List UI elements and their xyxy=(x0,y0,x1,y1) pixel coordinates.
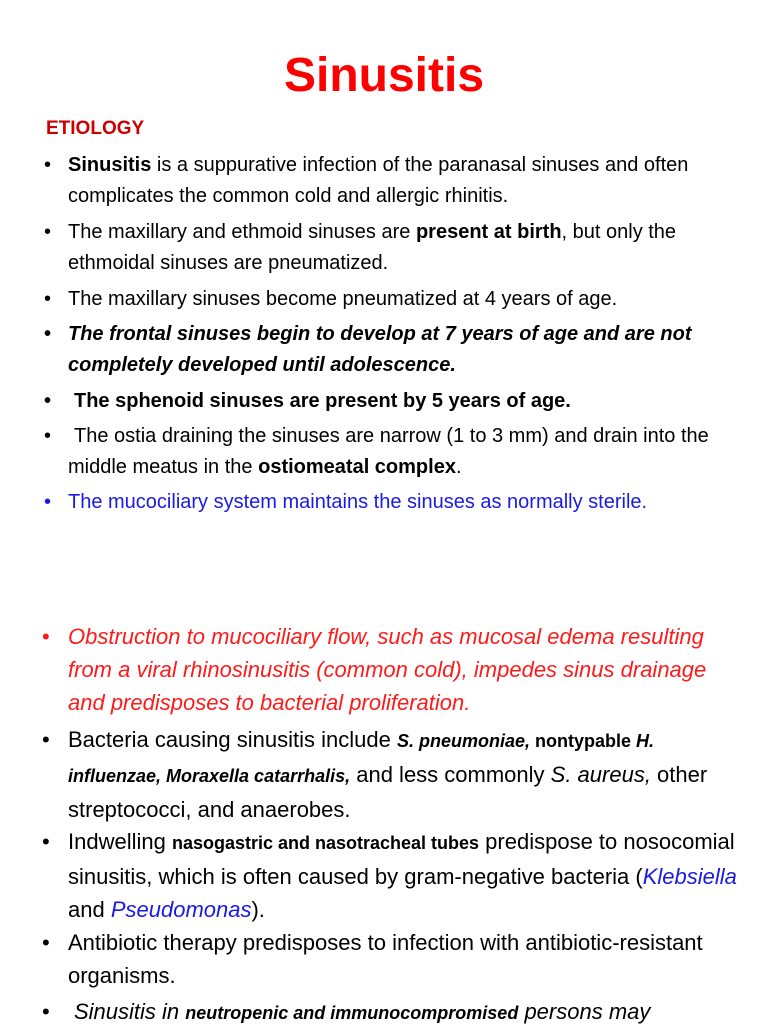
item-text-part: and less commonly xyxy=(350,762,551,787)
list-item xyxy=(44,150,748,212)
list-item xyxy=(44,217,748,279)
bullet-icon: • xyxy=(42,624,50,649)
item-text-part: Bacteria causing sinusitis include xyxy=(68,727,397,752)
emphasis: neutropenic and immunocompromised xyxy=(185,1003,519,1023)
item-text-part: The sphenoid sinuses are present by 5 years of age. xyxy=(74,390,571,412)
bullet-icon: • xyxy=(42,999,50,1024)
bullet-icon: • xyxy=(44,491,52,513)
bullet-icon: • xyxy=(42,930,50,955)
bullet-icon: • xyxy=(44,288,52,310)
list-item xyxy=(42,825,748,926)
item-text-part: and xyxy=(68,897,111,922)
organism: H. influenzae, Moraxella catarrhalis, xyxy=(68,731,654,786)
organism: S. aureus, xyxy=(550,762,651,787)
list-item xyxy=(42,995,748,1030)
emphasis: present at birth xyxy=(415,221,562,243)
organism: Klebsiella xyxy=(642,864,737,889)
item-text-part: The ostia draining the sinuses are narrow (1 to 3 mm) and drain into the middle meatus in the xyxy=(68,425,709,478)
term-sinusitis: Sinusitis xyxy=(68,154,152,176)
emphasis: nasogastric and nasotracheal tubes xyxy=(171,833,480,853)
item-text-part: Antibiotic therapy predisposes to infection with antibiotic-resistant organisms. xyxy=(68,930,703,988)
list-item xyxy=(42,620,748,719)
item-text-part: persons may xyxy=(518,999,651,1024)
bullet-icon: • xyxy=(42,829,50,854)
item-text-part: Indwelling xyxy=(68,829,172,854)
bullet-icon: • xyxy=(44,323,52,345)
list-item xyxy=(44,319,748,381)
item-text-part: other streptococci, and anaerobes. xyxy=(68,762,708,822)
section-heading: ETIOLOGY xyxy=(46,118,145,139)
bullet-icon: • xyxy=(44,221,52,243)
item-text-part: ). xyxy=(251,897,265,922)
list-item xyxy=(44,421,748,483)
item-text-part: Obstruction to mucociliary flow, such as mucosal edema resulting from a viral rhinosinusitis (common cold), impedes sinus drainage and predisposes to bacterial proliferation. xyxy=(68,624,707,715)
bullet-icon: • xyxy=(42,727,50,752)
item-text-part: , but only the ethmoidal sinuses are pneumatized. xyxy=(68,221,677,274)
item-text-part: Sinusitis in xyxy=(74,999,186,1024)
item-text-part: The frontal sinuses begin to develop at 7 years of age and are not completely developed until adolescence. xyxy=(68,323,692,376)
list-item xyxy=(42,926,748,992)
item-text-part: The maxillary and ethmoid sinuses are xyxy=(68,221,416,243)
item-text-part: nontypable xyxy=(529,731,636,751)
item-text xyxy=(68,154,688,207)
list-item xyxy=(44,487,748,518)
item-text-part: The mucociliary system maintains the sinuses as normally sterile. xyxy=(68,491,648,513)
item-text-part: The maxillary sinuses become pneumatized at 4 years of age. xyxy=(68,288,618,310)
bullet-icon: • xyxy=(44,390,52,412)
list-item xyxy=(42,723,748,826)
list-item xyxy=(44,284,748,315)
item-text-part: . xyxy=(455,456,462,478)
organism: S. pneumoniae, xyxy=(396,731,530,751)
item-text-part: is a suppurative infection of the paranasal sinuses and often complicates the common cold and allergic rhinitis. xyxy=(68,154,689,207)
bullet-icon: • xyxy=(44,425,52,447)
emphasis: ostiomeatal complex xyxy=(258,456,456,478)
list-item xyxy=(44,386,748,417)
organism: Pseudomonas xyxy=(110,897,252,922)
page-title: Sinusitis xyxy=(283,49,485,102)
bullet-icon: • xyxy=(44,154,52,176)
item-text-part: predispose to nosocomial sinusitis, which is often caused by gram-negative bacteria ( xyxy=(68,829,735,889)
